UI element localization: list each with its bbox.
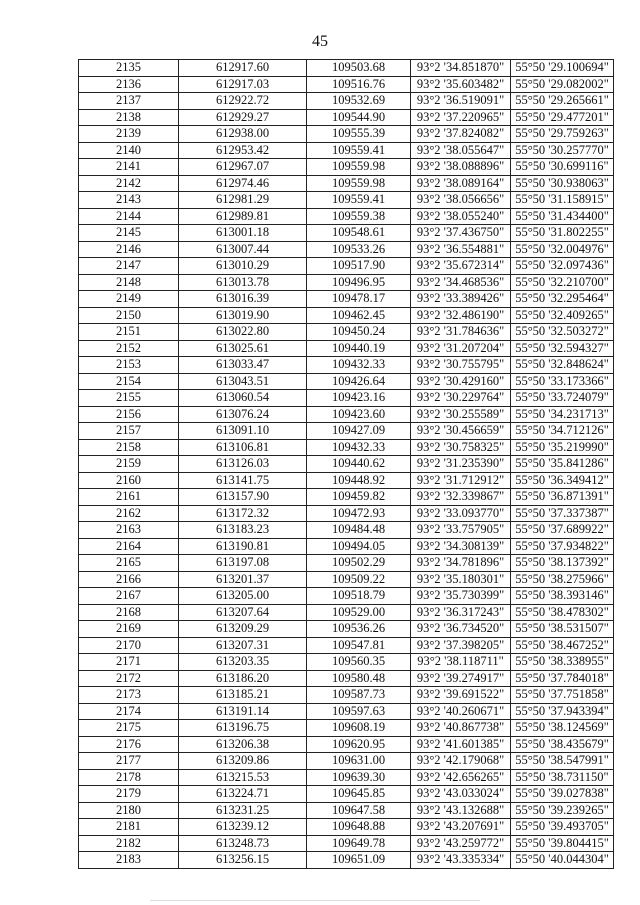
longitude-cell: 93°2 '38.056656" [411, 192, 511, 209]
latitude-cell: 55°50 '33.173366" [511, 373, 614, 390]
latitude-cell: 55°50 '38.547991" [511, 753, 614, 770]
y-coordinate-cell: 109459.82 [307, 489, 411, 506]
longitude-cell: 93°2 '38.118711" [411, 654, 511, 671]
point-number-cell: 2175 [79, 720, 179, 737]
table-row [79, 769, 614, 786]
point-number-cell: 2183 [79, 852, 179, 869]
y-coordinate-cell: 109555.39 [307, 126, 411, 143]
table-row [79, 571, 614, 588]
point-number-cell: 2169 [79, 621, 179, 638]
x-coordinate-cell: 613022.80 [179, 324, 307, 341]
x-coordinate-cell: 613224.71 [179, 786, 307, 803]
x-coordinate-cell: 613215.53 [179, 769, 307, 786]
y-coordinate-cell: 109496.95 [307, 274, 411, 291]
point-number-cell: 2160 [79, 472, 179, 489]
latitude-cell: 55°50 '38.467252" [511, 637, 614, 654]
y-coordinate-cell: 109484.48 [307, 522, 411, 539]
point-number-cell: 2168 [79, 604, 179, 621]
x-coordinate-cell: 613126.03 [179, 456, 307, 473]
point-number-cell: 2159 [79, 456, 179, 473]
table-row [79, 753, 614, 770]
y-coordinate-cell: 109533.26 [307, 241, 411, 258]
table-row [79, 835, 614, 852]
longitude-cell: 93°2 '35.603482" [411, 76, 511, 93]
table-row [79, 324, 614, 341]
y-coordinate-cell: 109597.63 [307, 703, 411, 720]
y-coordinate-cell: 109502.29 [307, 555, 411, 572]
table-row [79, 93, 614, 110]
latitude-cell: 55°50 '38.393146" [511, 588, 614, 605]
y-coordinate-cell: 109536.26 [307, 621, 411, 638]
x-coordinate-cell: 613060.54 [179, 390, 307, 407]
y-coordinate-cell: 109647.58 [307, 802, 411, 819]
x-coordinate-cell: 613207.31 [179, 637, 307, 654]
y-coordinate-cell: 109426.64 [307, 373, 411, 390]
y-coordinate-cell: 109580.48 [307, 670, 411, 687]
y-coordinate-cell: 109544.90 [307, 109, 411, 126]
x-coordinate-cell: 612917.03 [179, 76, 307, 93]
point-number-cell: 2136 [79, 76, 179, 93]
longitude-cell: 93°2 '31.712912" [411, 472, 511, 489]
longitude-cell: 93°2 '35.672314" [411, 258, 511, 275]
point-number-cell: 2142 [79, 175, 179, 192]
x-coordinate-cell: 613201.37 [179, 571, 307, 588]
point-number-cell: 2179 [79, 786, 179, 803]
point-number-cell: 2150 [79, 307, 179, 324]
y-coordinate-cell: 109651.09 [307, 852, 411, 869]
point-number-cell: 2172 [79, 670, 179, 687]
x-coordinate-cell: 613205.00 [179, 588, 307, 605]
y-coordinate-cell: 109639.30 [307, 769, 411, 786]
latitude-cell: 55°50 '37.943394" [511, 703, 614, 720]
point-number-cell: 2153 [79, 357, 179, 374]
y-coordinate-cell: 109645.85 [307, 786, 411, 803]
table-row [79, 208, 614, 225]
longitude-cell: 93°2 '31.784636" [411, 324, 511, 341]
y-coordinate-cell: 109503.68 [307, 60, 411, 77]
y-coordinate-cell: 109631.00 [307, 753, 411, 770]
table-row [79, 258, 614, 275]
point-number-cell: 2155 [79, 390, 179, 407]
latitude-cell: 55°50 '37.784018" [511, 670, 614, 687]
longitude-cell: 93°2 '37.398205" [411, 637, 511, 654]
longitude-cell: 93°2 '43.259772" [411, 835, 511, 852]
latitude-cell: 55°50 '32.848624" [511, 357, 614, 374]
table-row [79, 522, 614, 539]
longitude-cell: 93°2 '30.229764" [411, 390, 511, 407]
longitude-cell: 93°2 '31.207204" [411, 340, 511, 357]
point-number-cell: 2162 [79, 505, 179, 522]
y-coordinate-cell: 109559.98 [307, 159, 411, 176]
x-coordinate-cell: 613013.78 [179, 274, 307, 291]
point-number-cell: 2156 [79, 406, 179, 423]
latitude-cell: 55°50 '38.435679" [511, 736, 614, 753]
table-row [79, 736, 614, 753]
latitude-cell: 55°50 '39.804415" [511, 835, 614, 852]
y-coordinate-cell: 109559.38 [307, 208, 411, 225]
x-coordinate-cell: 613197.08 [179, 555, 307, 572]
table-row [79, 555, 614, 572]
point-number-cell: 2157 [79, 423, 179, 440]
longitude-cell: 93°2 '32.486190" [411, 307, 511, 324]
point-number-cell: 2138 [79, 109, 179, 126]
latitude-cell: 55°50 '37.689922" [511, 522, 614, 539]
table-row [79, 720, 614, 737]
point-number-cell: 2171 [79, 654, 179, 671]
point-number-cell: 2181 [79, 819, 179, 836]
y-coordinate-cell: 109450.24 [307, 324, 411, 341]
longitude-cell: 93°2 '37.824082" [411, 126, 511, 143]
table-row [79, 637, 614, 654]
x-coordinate-cell: 613157.90 [179, 489, 307, 506]
table-row [79, 588, 614, 605]
latitude-cell: 55°50 '37.934822" [511, 538, 614, 555]
longitude-cell: 93°2 '30.429160" [411, 373, 511, 390]
x-coordinate-cell: 613183.23 [179, 522, 307, 539]
point-number-cell: 2165 [79, 555, 179, 572]
table-row [79, 505, 614, 522]
table-row [79, 373, 614, 390]
longitude-cell: 93°2 '38.055647" [411, 142, 511, 159]
x-coordinate-cell: 613007.44 [179, 241, 307, 258]
latitude-cell: 55°50 '31.802255" [511, 225, 614, 242]
latitude-cell: 55°50 '32.409265" [511, 307, 614, 324]
y-coordinate-cell: 109478.17 [307, 291, 411, 308]
y-coordinate-cell: 109587.73 [307, 687, 411, 704]
longitude-cell: 93°2 '39.274917" [411, 670, 511, 687]
y-coordinate-cell: 109560.35 [307, 654, 411, 671]
y-coordinate-cell: 109472.93 [307, 505, 411, 522]
latitude-cell: 55°50 '38.137392" [511, 555, 614, 572]
y-coordinate-cell: 109518.79 [307, 588, 411, 605]
table-row [79, 621, 614, 638]
latitude-cell: 55°50 '33.724079" [511, 390, 614, 407]
y-coordinate-cell: 109529.00 [307, 604, 411, 621]
y-coordinate-cell: 109559.41 [307, 192, 411, 209]
table-row [79, 390, 614, 407]
point-number-cell: 2163 [79, 522, 179, 539]
latitude-cell: 55°50 '29.100694" [511, 60, 614, 77]
x-coordinate-cell: 613191.14 [179, 703, 307, 720]
table-row [79, 76, 614, 93]
longitude-cell: 93°2 '39.691522" [411, 687, 511, 704]
latitude-cell: 55°50 '37.337387" [511, 505, 614, 522]
x-coordinate-cell: 612929.27 [179, 109, 307, 126]
y-coordinate-cell: 109608.19 [307, 720, 411, 737]
longitude-cell: 93°2 '34.851870" [411, 60, 511, 77]
table-row [79, 241, 614, 258]
latitude-cell: 55°50 '35.841286" [511, 456, 614, 473]
longitude-cell: 93°2 '35.180301" [411, 571, 511, 588]
table-row [79, 538, 614, 555]
longitude-cell: 93°2 '33.757905" [411, 522, 511, 539]
latitude-cell: 55°50 '30.257770" [511, 142, 614, 159]
point-number-cell: 2154 [79, 373, 179, 390]
longitude-cell: 93°2 '38.089164" [411, 175, 511, 192]
point-number-cell: 2140 [79, 142, 179, 159]
point-number-cell: 2137 [79, 93, 179, 110]
latitude-cell: 55°50 '30.699116" [511, 159, 614, 176]
latitude-cell: 55°50 '38.478302" [511, 604, 614, 621]
table-row [79, 340, 614, 357]
table-row [79, 423, 614, 440]
point-number-cell: 2167 [79, 588, 179, 605]
longitude-cell: 93°2 '38.088896" [411, 159, 511, 176]
latitude-cell: 55°50 '35.219990" [511, 439, 614, 456]
x-coordinate-cell: 613207.64 [179, 604, 307, 621]
longitude-cell: 93°2 '42.656265" [411, 769, 511, 786]
table-row [79, 109, 614, 126]
x-coordinate-cell: 613185.21 [179, 687, 307, 704]
longitude-cell: 93°2 '34.781896" [411, 555, 511, 572]
longitude-cell: 93°2 '41.601385" [411, 736, 511, 753]
point-number-cell: 2174 [79, 703, 179, 720]
x-coordinate-cell: 613239.12 [179, 819, 307, 836]
point-number-cell: 2146 [79, 241, 179, 258]
table-row [79, 489, 614, 506]
longitude-cell: 93°2 '32.339867" [411, 489, 511, 506]
y-coordinate-cell: 109423.60 [307, 406, 411, 423]
y-coordinate-cell: 109547.81 [307, 637, 411, 654]
longitude-cell: 93°2 '37.436750" [411, 225, 511, 242]
longitude-cell: 93°2 '40.260671" [411, 703, 511, 720]
point-number-cell: 2176 [79, 736, 179, 753]
point-number-cell: 2182 [79, 835, 179, 852]
table-row [79, 159, 614, 176]
latitude-cell: 55°50 '39.027838" [511, 786, 614, 803]
y-coordinate-cell: 109516.76 [307, 76, 411, 93]
table-row [79, 175, 614, 192]
x-coordinate-cell: 612922.72 [179, 93, 307, 110]
table-row [79, 819, 614, 836]
x-coordinate-cell: 612953.42 [179, 142, 307, 159]
latitude-cell: 55°50 '38.124569" [511, 720, 614, 737]
x-coordinate-cell: 613203.35 [179, 654, 307, 671]
x-coordinate-cell: 612917.60 [179, 60, 307, 77]
x-coordinate-cell: 612974.46 [179, 175, 307, 192]
latitude-cell: 55°50 '37.751858" [511, 687, 614, 704]
x-coordinate-cell: 613172.32 [179, 505, 307, 522]
latitude-cell: 55°50 '34.231713" [511, 406, 614, 423]
latitude-cell: 55°50 '32.503272" [511, 324, 614, 341]
y-coordinate-cell: 109548.61 [307, 225, 411, 242]
longitude-cell: 93°2 '36.317243" [411, 604, 511, 621]
point-number-cell: 2145 [79, 225, 179, 242]
point-number-cell: 2170 [79, 637, 179, 654]
latitude-cell: 55°50 '34.712126" [511, 423, 614, 440]
table-row [79, 439, 614, 456]
longitude-cell: 93°2 '43.132688" [411, 802, 511, 819]
point-number-cell: 2135 [79, 60, 179, 77]
table-row [79, 406, 614, 423]
y-coordinate-cell: 109517.90 [307, 258, 411, 275]
latitude-cell: 55°50 '29.477201" [511, 109, 614, 126]
point-number-cell: 2164 [79, 538, 179, 555]
latitude-cell: 55°50 '38.275966" [511, 571, 614, 588]
longitude-cell: 93°2 '30.456659" [411, 423, 511, 440]
longitude-cell: 93°2 '35.730399" [411, 588, 511, 605]
x-coordinate-cell: 612967.07 [179, 159, 307, 176]
y-coordinate-cell: 109559.41 [307, 142, 411, 159]
bottom-scan-line [150, 900, 480, 901]
point-number-cell: 2141 [79, 159, 179, 176]
longitude-cell: 93°2 '42.179068" [411, 753, 511, 770]
latitude-cell: 55°50 '39.493705" [511, 819, 614, 836]
y-coordinate-cell: 109620.95 [307, 736, 411, 753]
longitude-cell: 93°2 '31.235390" [411, 456, 511, 473]
x-coordinate-cell: 613141.75 [179, 472, 307, 489]
table-row [79, 291, 614, 308]
y-coordinate-cell: 109423.16 [307, 390, 411, 407]
y-coordinate-cell: 109648.88 [307, 819, 411, 836]
y-coordinate-cell: 109559.98 [307, 175, 411, 192]
coordinates-table-body [79, 60, 614, 869]
table-row [79, 192, 614, 209]
longitude-cell: 93°2 '30.755795" [411, 357, 511, 374]
x-coordinate-cell: 612989.81 [179, 208, 307, 225]
latitude-cell: 55°50 '32.295464" [511, 291, 614, 308]
longitude-cell: 93°2 '36.554881" [411, 241, 511, 258]
point-number-cell: 2147 [79, 258, 179, 275]
latitude-cell: 55°50 '39.239265" [511, 802, 614, 819]
longitude-cell: 93°2 '34.308139" [411, 538, 511, 555]
x-coordinate-cell: 613248.73 [179, 835, 307, 852]
x-coordinate-cell: 613091.10 [179, 423, 307, 440]
table-row [79, 654, 614, 671]
latitude-cell: 55°50 '31.158915" [511, 192, 614, 209]
point-number-cell: 2139 [79, 126, 179, 143]
table-row [79, 670, 614, 687]
table-row [79, 472, 614, 489]
longitude-cell: 93°2 '33.389426" [411, 291, 511, 308]
page-number: 45 [312, 33, 328, 50]
table-row [79, 357, 614, 374]
latitude-cell: 55°50 '30.938063" [511, 175, 614, 192]
y-coordinate-cell: 109649.78 [307, 835, 411, 852]
latitude-cell: 55°50 '29.759263" [511, 126, 614, 143]
table-row [79, 274, 614, 291]
x-coordinate-cell: 613256.15 [179, 852, 307, 869]
x-coordinate-cell: 613019.90 [179, 307, 307, 324]
x-coordinate-cell: 613186.20 [179, 670, 307, 687]
x-coordinate-cell: 613010.29 [179, 258, 307, 275]
point-number-cell: 2161 [79, 489, 179, 506]
latitude-cell: 55°50 '32.594327" [511, 340, 614, 357]
x-coordinate-cell: 613206.38 [179, 736, 307, 753]
y-coordinate-cell: 109440.19 [307, 340, 411, 357]
table-row [79, 604, 614, 621]
x-coordinate-cell: 613106.81 [179, 439, 307, 456]
longitude-cell: 93°2 '40.867738" [411, 720, 511, 737]
latitude-cell: 55°50 '29.082002" [511, 76, 614, 93]
x-coordinate-cell: 612938.00 [179, 126, 307, 143]
latitude-cell: 55°50 '32.097436" [511, 258, 614, 275]
x-coordinate-cell: 613196.75 [179, 720, 307, 737]
point-number-cell: 2178 [79, 769, 179, 786]
x-coordinate-cell: 613033.47 [179, 357, 307, 374]
y-coordinate-cell: 109532.69 [307, 93, 411, 110]
y-coordinate-cell: 109432.33 [307, 439, 411, 456]
point-number-cell: 2152 [79, 340, 179, 357]
y-coordinate-cell: 109509.22 [307, 571, 411, 588]
latitude-cell: 55°50 '36.871391" [511, 489, 614, 506]
table-row [79, 786, 614, 803]
y-coordinate-cell: 109494.05 [307, 538, 411, 555]
table-row [79, 687, 614, 704]
coordinates-table [78, 59, 614, 869]
latitude-cell: 55°50 '36.349412" [511, 472, 614, 489]
x-coordinate-cell: 613076.24 [179, 406, 307, 423]
table-row [79, 225, 614, 242]
longitude-cell: 93°2 '36.734520" [411, 621, 511, 638]
table-row [79, 703, 614, 720]
table-row [79, 802, 614, 819]
y-coordinate-cell: 109448.92 [307, 472, 411, 489]
longitude-cell: 93°2 '43.207691" [411, 819, 511, 836]
point-number-cell: 2173 [79, 687, 179, 704]
point-number-cell: 2151 [79, 324, 179, 341]
table-row [79, 60, 614, 77]
longitude-cell: 93°2 '38.055240" [411, 208, 511, 225]
x-coordinate-cell: 613209.29 [179, 621, 307, 638]
table-row [79, 307, 614, 324]
longitude-cell: 93°2 '43.335334" [411, 852, 511, 869]
y-coordinate-cell: 109440.62 [307, 456, 411, 473]
latitude-cell: 55°50 '32.210700" [511, 274, 614, 291]
latitude-cell: 55°50 '29.265661" [511, 93, 614, 110]
x-coordinate-cell: 613190.81 [179, 538, 307, 555]
x-coordinate-cell: 613043.51 [179, 373, 307, 390]
longitude-cell: 93°2 '36.519091" [411, 93, 511, 110]
point-number-cell: 2144 [79, 208, 179, 225]
longitude-cell: 93°2 '30.758325" [411, 439, 511, 456]
x-coordinate-cell: 613025.61 [179, 340, 307, 357]
point-number-cell: 2149 [79, 291, 179, 308]
x-coordinate-cell: 613016.39 [179, 291, 307, 308]
table-row [79, 126, 614, 143]
latitude-cell: 55°50 '38.531507" [511, 621, 614, 638]
point-number-cell: 2177 [79, 753, 179, 770]
y-coordinate-cell: 109427.09 [307, 423, 411, 440]
point-number-cell: 2166 [79, 571, 179, 588]
x-coordinate-cell: 613231.25 [179, 802, 307, 819]
point-number-cell: 2180 [79, 802, 179, 819]
longitude-cell: 93°2 '33.093770" [411, 505, 511, 522]
latitude-cell: 55°50 '32.004976" [511, 241, 614, 258]
latitude-cell: 55°50 '38.338955" [511, 654, 614, 671]
y-coordinate-cell: 109432.33 [307, 357, 411, 374]
longitude-cell: 93°2 '43.033024" [411, 786, 511, 803]
table-row [79, 456, 614, 473]
longitude-cell: 93°2 '34.468536" [411, 274, 511, 291]
table-row [79, 852, 614, 869]
point-number-cell: 2158 [79, 439, 179, 456]
table-row [79, 142, 614, 159]
longitude-cell: 93°2 '30.255589" [411, 406, 511, 423]
y-coordinate-cell: 109462.45 [307, 307, 411, 324]
longitude-cell: 93°2 '37.220965" [411, 109, 511, 126]
point-number-cell: 2148 [79, 274, 179, 291]
x-coordinate-cell: 612981.29 [179, 192, 307, 209]
latitude-cell: 55°50 '40.044304" [511, 852, 614, 869]
latitude-cell: 55°50 '31.434400" [511, 208, 614, 225]
latitude-cell: 55°50 '38.731150" [511, 769, 614, 786]
x-coordinate-cell: 613001.18 [179, 225, 307, 242]
x-coordinate-cell: 613209.86 [179, 753, 307, 770]
point-number-cell: 2143 [79, 192, 179, 209]
